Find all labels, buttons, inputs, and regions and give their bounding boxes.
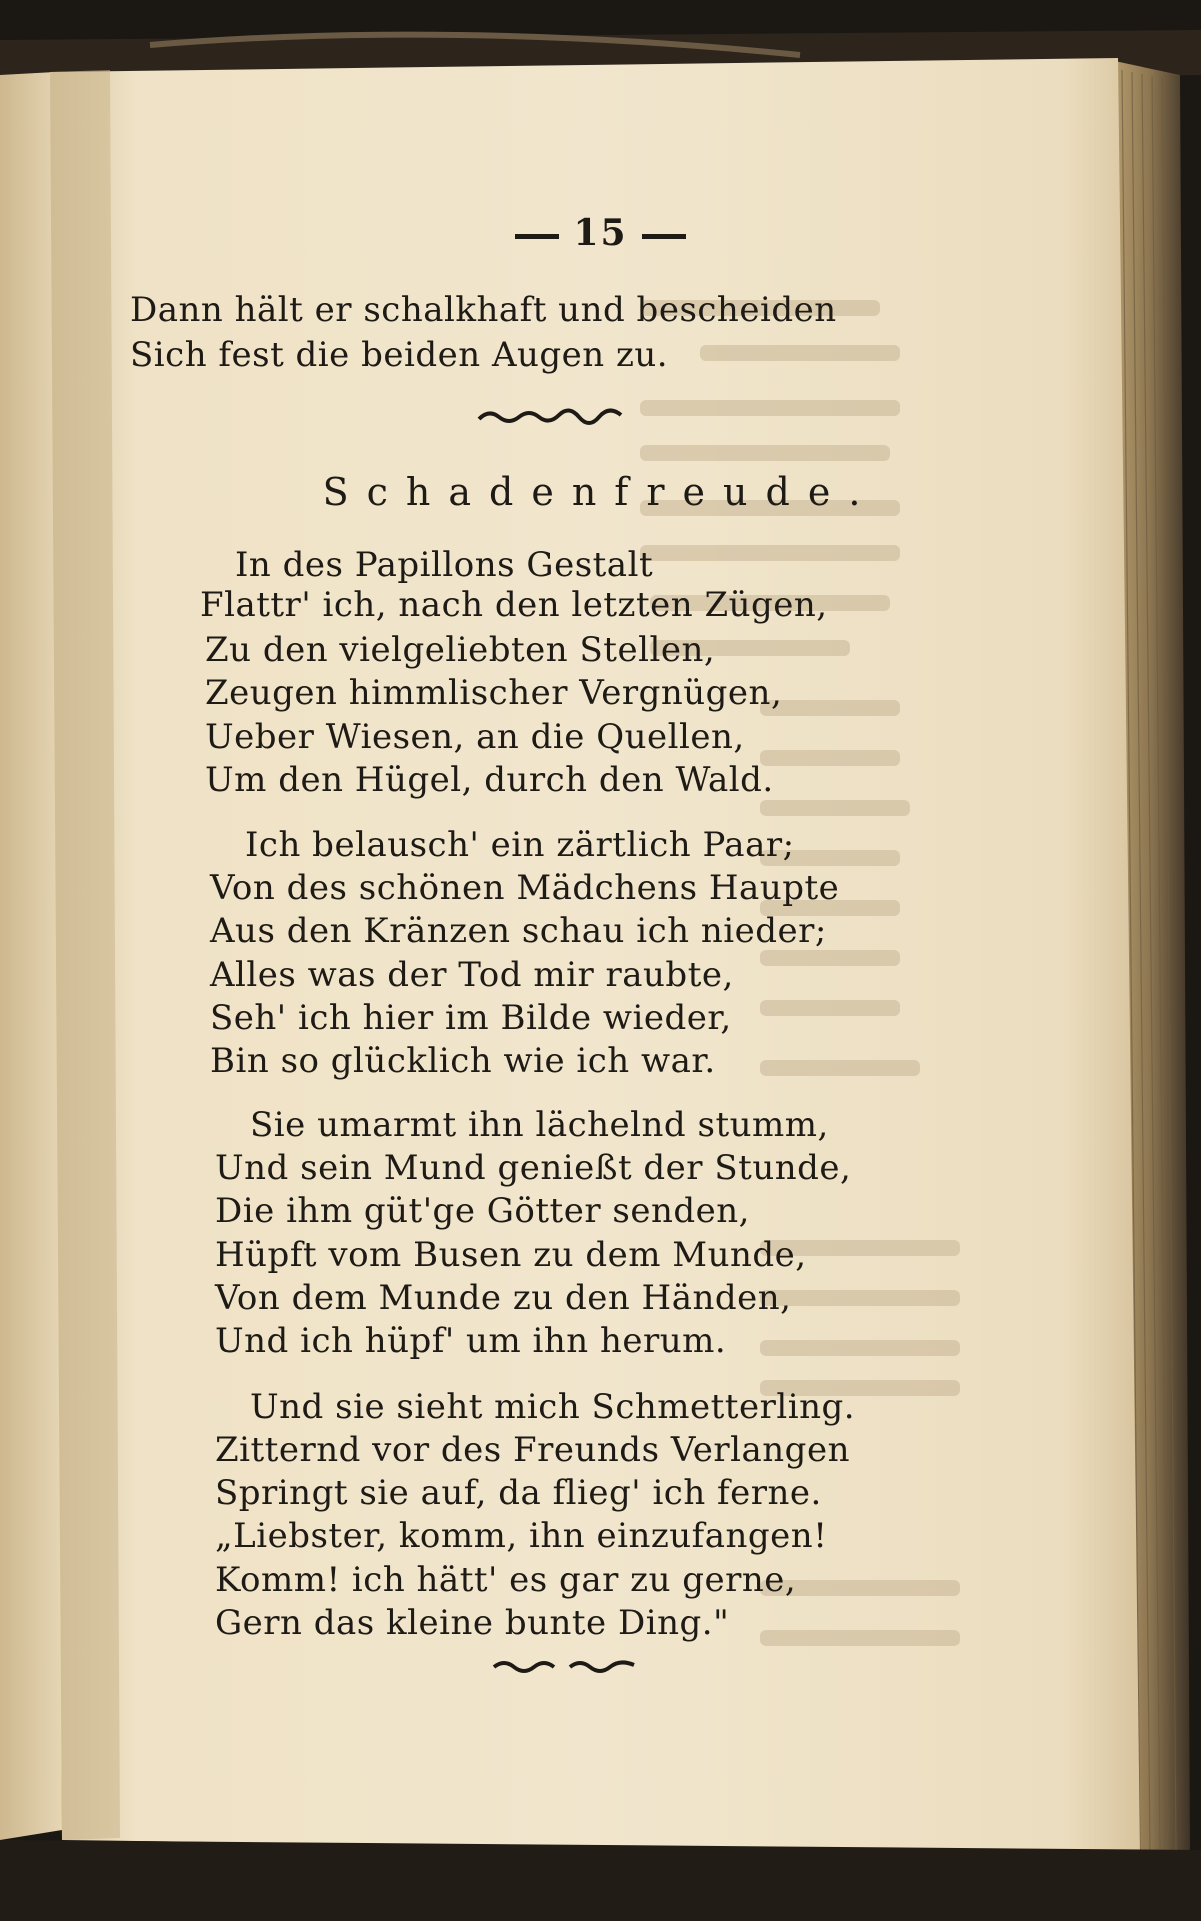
verse-line: Seh' ich hier im Bilde wieder,: [210, 998, 732, 1038]
verse-line: Und sein Mund genießt der Stunde,: [215, 1148, 852, 1188]
verse-line: Die ihm güt'ge Götter senden,: [215, 1191, 750, 1231]
verse-line: Bin so glücklich wie ich war.: [210, 1041, 716, 1081]
carryover-line: Dann hält er schalkhaft und bescheiden: [130, 290, 837, 330]
verse-line: Von des schönen Mädchens Haupte: [210, 868, 840, 908]
verse-line: Springt sie auf, da flieg' ich ferne.: [215, 1473, 822, 1513]
poem-title: Schadenfreude.: [322, 470, 879, 514]
verse-line: „Liebster, komm, ihn einzufangen!: [215, 1516, 828, 1556]
verse-line: Zeugen himmlischer Vergnügen,: [205, 673, 783, 713]
verse-line: Zitternd vor des Freunds Verlangen: [215, 1430, 850, 1470]
page-number-value: 15: [573, 212, 628, 254]
verse-line: Hüpft vom Busen zu dem Munde,: [215, 1235, 807, 1275]
verse-line: Und sie sieht mich Schmetterling.: [250, 1387, 856, 1427]
page-number-dash-right: [642, 234, 686, 239]
verse-line: Ich belausch' ein zärtlich Paar;: [245, 825, 795, 865]
verse-line: Aus den Kränzen schau ich nieder;: [210, 911, 827, 951]
verse-line: Flattr' ich, nach den letzten Zügen,: [200, 585, 828, 625]
verse-line: Komm! ich hätt' es gar zu gerne,: [215, 1560, 797, 1600]
verse-line: Von dem Munde zu den Händen,: [215, 1278, 792, 1318]
verse-line: Ueber Wiesen, an die Quellen,: [205, 717, 745, 757]
verse-line: Zu den vielgeliebten Stellen,: [205, 630, 716, 670]
verse-line: Sie umarmt ihn lächelnd stumm,: [250, 1105, 829, 1145]
flourish-ornament-bottom: [490, 1655, 640, 1677]
verse-line: Und ich hüpf' um ihn herum.: [215, 1321, 727, 1361]
verse-line: In des Papillons Gestalt: [235, 545, 654, 585]
verse-line: Um den Hügel, durch den Wald.: [205, 760, 774, 800]
flourish-ornament-top: [475, 405, 625, 427]
verse-line: Gern das kleine bunte Ding.": [215, 1603, 730, 1643]
page-number: [0, 212, 1201, 254]
verse-line: Alles was der Tod mir raubte,: [210, 955, 734, 995]
carryover-line: Sich fest die beiden Augen zu.: [130, 335, 669, 375]
page-number-dash-left: [515, 234, 559, 239]
